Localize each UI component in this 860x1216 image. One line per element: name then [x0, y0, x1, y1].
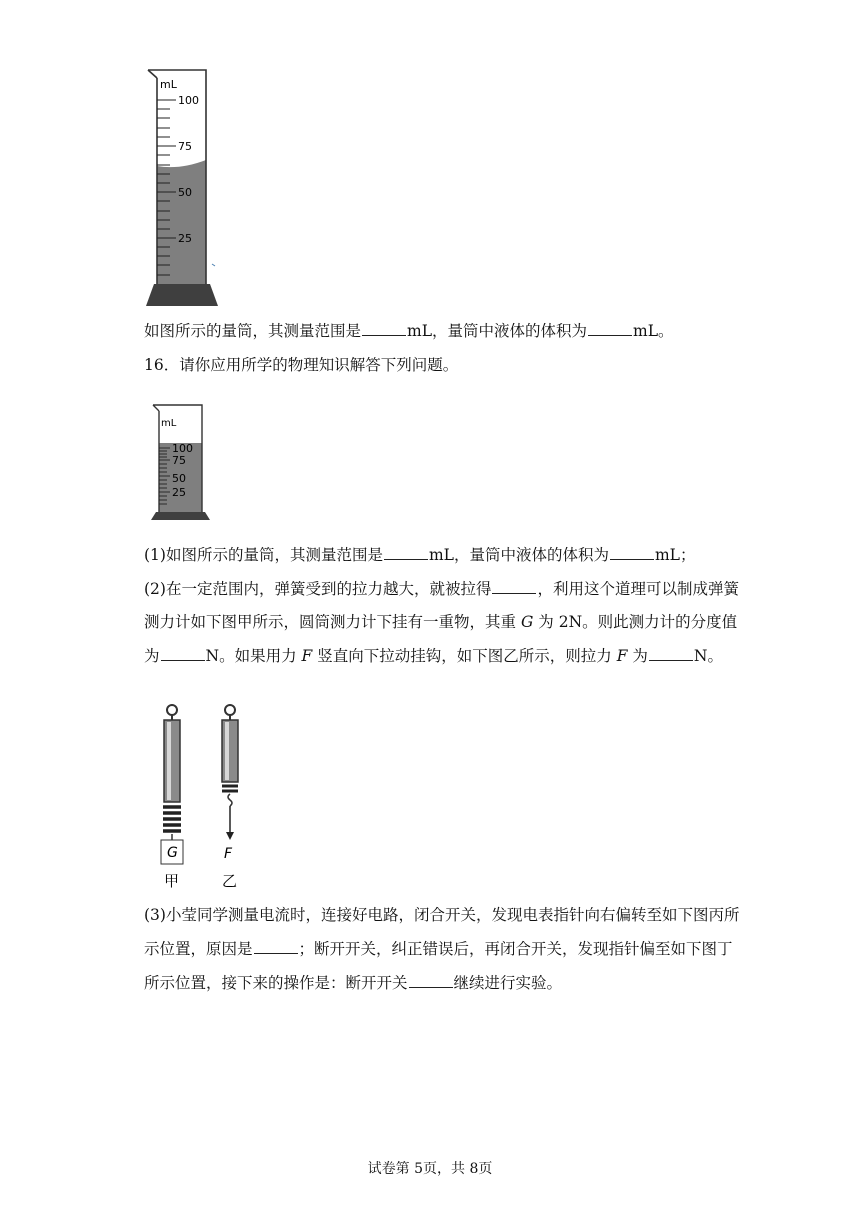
q16-2-blank-1[interactable] [492, 579, 536, 594]
q16-3-text-3a: 所示位置，接下来的操作是：断开开关 [144, 974, 408, 992]
q16-3-text-2b: ；断开开关，纠正错误后，再闭合开关，发现指针偏至如下图丁 [298, 940, 733, 958]
page-footer: 试卷第 5页，共 8页 [367, 1161, 493, 1177]
q15-text-3: mL。 [633, 322, 674, 340]
q15-blank-volume[interactable] [588, 321, 632, 336]
question-16-2-line-1 [144, 578, 739, 600]
cylinder-large-graphic [140, 66, 230, 312]
cylinder-small-tick-75: 75 [172, 454, 186, 467]
q16-2-symbol-G: G [520, 613, 534, 631]
q16-3-blank-operation[interactable] [409, 973, 453, 988]
q16-2-text-3e: N。 [693, 647, 723, 665]
q16-2-text-1a: (2)在一定范围内，弹簧受到的拉力越大，就被拉得 [144, 580, 492, 598]
question-16-1-line [144, 544, 695, 566]
q16-1-text-1: (1)如图所示的量筒，其测量范围是 [144, 546, 383, 564]
q16-3-text-2a: 示位置，原因是 [144, 940, 253, 958]
cylinder-large-tick-100: 100 [178, 94, 199, 107]
cylinder-small-tick-25: 25 [172, 486, 186, 499]
q16-3-blank-reason[interactable] [254, 939, 298, 954]
q16-2-blank-division[interactable] [161, 646, 205, 661]
cylinder-large-unit: mL [160, 78, 177, 91]
weight-label: G [167, 845, 178, 861]
q15-blank-range[interactable] [362, 321, 406, 336]
figure-spring-scales [150, 700, 260, 892]
q16-2-blank-force[interactable] [649, 646, 693, 661]
force-label: F [224, 846, 233, 862]
caption-right: 乙 [222, 872, 238, 890]
question-16-3-line-3 [144, 972, 562, 994]
cylinder-small-unit: mL [161, 418, 177, 429]
question-15-line [144, 320, 674, 342]
cylinder-large-tick-50: 50 [178, 186, 192, 199]
cylinder-small-tick-50: 50 [172, 472, 186, 485]
q15-text-2: mL，量筒中液体的体积为 [407, 322, 588, 340]
cylinder-large-tick-75: 75 [178, 140, 192, 153]
cylinder-small-tick-100: 100 [172, 442, 193, 455]
question-16-2-line-2 [144, 611, 737, 633]
q16-1-blank-volume[interactable] [610, 545, 654, 560]
cylinder-large-tick-25: 25 [178, 232, 192, 245]
q16-2-text-3b: N。如果用力 [205, 647, 297, 665]
q15-text-1: 如图所示的量筒，其测量范围是 [144, 322, 362, 340]
spring-scales-graphic [150, 700, 260, 892]
q16-2-text-3a: 为 [144, 647, 160, 665]
q16-2-symbol-F: F [301, 647, 313, 665]
q16-2-text-3d: 为 [632, 647, 648, 665]
figure-cylinder-large [140, 66, 230, 312]
q16-1-text-2: mL，量筒中液体的体积为 [428, 546, 609, 564]
figure-cylinder-small [148, 402, 212, 522]
question-16-3-line-2 [144, 938, 733, 960]
q16-2-text-1b: ，利用这个道理可以制成弹簧 [537, 580, 739, 598]
q16-2-text-2a: 测力计如下图甲所示，圆筒测力计下挂有一重物，其重 [144, 613, 517, 631]
question-16-2-line-3 [144, 645, 723, 667]
q16-1-blank-range[interactable] [384, 545, 428, 560]
question-16-3-line-1: (3)小莹同学测量电流时，连接好电路，闭合开关，发现电表指针向右偏转至如下图丙所 [144, 906, 740, 924]
caption-left: 甲 [164, 872, 180, 890]
question-16-heading: 16．请你应用所学的物理知识解答下列问题。 [144, 356, 459, 374]
q16-3-text-3b: 继续进行实验。 [453, 974, 563, 992]
q16-2-text-2b: 为 2N。则此测力计的分度值 [538, 613, 738, 631]
q16-2-symbol-F-2: F [616, 647, 628, 665]
cylinder-small-graphic [148, 402, 212, 522]
q16-2-text-3c: 竖直向下拉动挂钩，如下图乙所示，则拉力 [317, 647, 612, 665]
q16-1-text-3: mL； [654, 546, 696, 564]
